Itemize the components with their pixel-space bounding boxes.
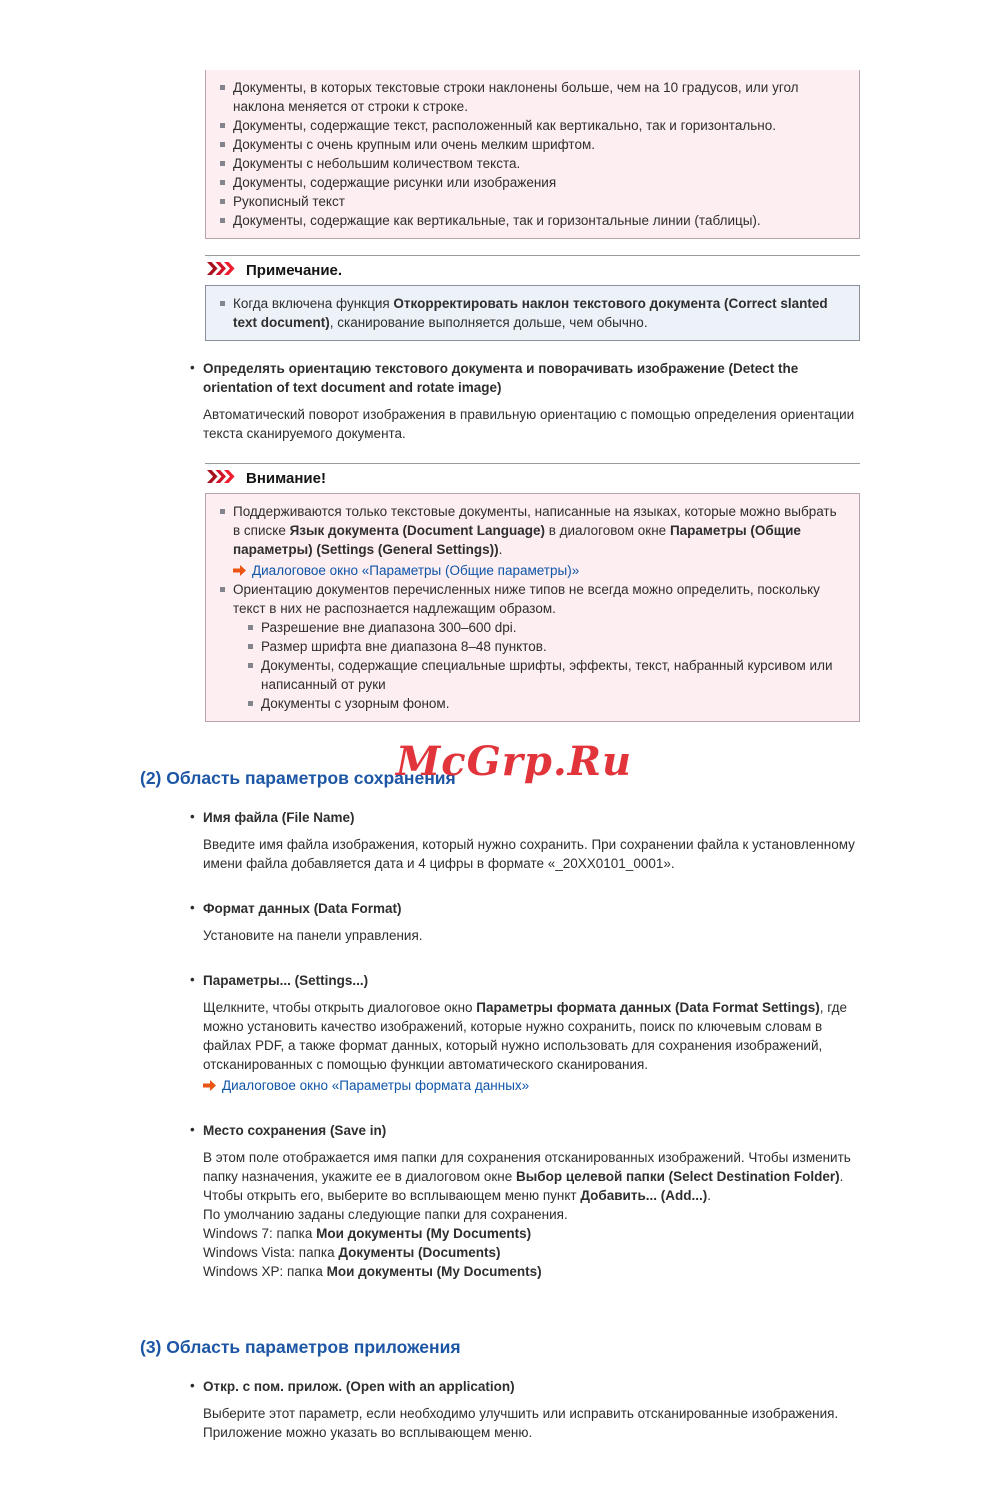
list-item [218,294,847,332]
body-text: Приложение можно указать во всплывающем меню. [203,1425,533,1440]
option-title: Параметры... (Settings...) [203,973,369,988]
link-arrow-icon [203,1080,216,1091]
square-bullet-icon [220,180,225,185]
square-bullet-icon [220,123,225,128]
list-item-text: Документы, содержащие рисунки или изображения [233,175,557,190]
square-bullet-icon [248,644,253,649]
square-bullet-icon [220,509,225,514]
list-item [218,580,847,618]
body-text: Автоматический поворот изображения в правильную ориентацию с помощью определения ориентации текста сканируемого документа. [203,407,855,441]
square-bullet-icon [220,301,225,306]
list-item [218,502,847,559]
list-item-text: Документы с очень крупным или очень мелким шрифтом. [233,137,596,152]
list-item [246,694,847,713]
square-bullet-icon [248,701,253,706]
dot-bullet-icon: • [190,972,195,987]
list-item [218,192,847,211]
important-section [205,463,860,722]
list-item-text: Рукописный текст [233,194,345,209]
important-box [205,493,860,722]
square-bullet-icon [220,218,225,223]
list-item [246,637,847,656]
note-heading-row [205,256,860,285]
note-chevrons-icon [207,261,237,280]
list-item [218,135,847,154]
body-text: Windows XP: папка Мои документы (My Documents) [203,1264,542,1279]
list-item-data-format [190,899,860,945]
square-bullet-icon [220,161,225,166]
option-title: Имя файла (File Name) [203,810,355,825]
square-bullet-icon [220,142,225,147]
list-item [218,173,847,192]
list-item [218,154,847,173]
list-item-text: Когда включена функция Откорректировать наклон текстового документа (Correct slanted text document), сканирование выполняется дольше, чем обычно. [233,296,828,330]
list-item-text: Поддерживаются только текстовые документы, написанные на языках, которые можно выбрать в списке Язык документа (Document Language) в диалоговом окне Параметры (Общие параметры) (Settings (General Settings)). [233,504,837,557]
list-item-save-in [190,1121,860,1281]
dot-bullet-icon: • [190,809,195,824]
list-item-text: Документы с небольшим количеством текста. [233,156,521,171]
link-row [203,1076,860,1095]
option-title: Место сохранения (Save in) [203,1123,387,1138]
square-bullet-icon [220,199,225,204]
list-item-file-name [190,808,860,873]
list-item [246,656,847,694]
body-text: Установите на панели управления. [203,928,423,943]
sub-list [246,618,847,713]
section2-heading: (2) Область параметров сохранения [140,768,456,788]
dot-bullet-icon: • [190,900,195,915]
square-bullet-icon [248,663,253,668]
list-item-text: Разрешение вне диапазона 300–600 dpi. [261,620,517,635]
list-item-text: Документы, содержащие специальные шрифты, эффекты, текст, набранный курсивом или написанный от руки [261,658,833,692]
list-item-text: Документы, содержащие текст, расположенный как вертикально, так и горизонтально. [233,118,776,133]
section3-heading: (3) Область параметров приложения [140,1337,461,1357]
list-item-settings [190,971,860,1095]
section3-heading-wrap [140,1335,860,1359]
dot-bullet-icon: • [190,360,195,375]
body-text: Выберите этот параметр, если необходимо улучшить или исправить отсканированные изображения. [203,1406,839,1421]
list-item [218,116,847,135]
option-title: Откр. с пом. прилож. (Open with an application) [203,1379,515,1394]
note-heading: Примечание. [246,262,343,279]
list-item-text: Ориентацию документов перечисленных ниже типов не всегда можно определить, поскольку текст в них не распознается надлежащим образом. [233,582,820,616]
list-item [218,78,847,116]
list-item-text: Документы с узорным фоном. [261,696,450,711]
section2-heading-wrap [140,738,860,790]
list-item-text: Документы, в которых текстовые строки наклонены больше, чем на 10 градусов, или угол наклона меняется от строки к строке. [233,80,799,114]
list-item-detect-orientation [190,359,860,443]
body-text: В этом поле отображается имя папки для сохранения отсканированных изображений. Чтобы изменить папку назначения, укажите ее в диалоговом окне Выбор целевой папки (Select Destination Folder). Чтобы открыть его, выберите во всплывающем меню пункт Добавить... (Add...). [203,1150,851,1203]
note-section [205,255,860,341]
important-box-continued [205,70,860,239]
link-row [233,561,847,580]
body-text: Введите имя файла изображения, который нужно сохранить. При сохранении файла к установленному имени файла добавляется дата и 4 цифры в формате «_20XX0101_0001». [203,837,855,871]
link-general-settings-dialog[interactable]: Диалоговое окно «Параметры (Общие параметры)» [252,563,580,578]
link-arrow-icon [233,565,246,576]
important-heading: Внимание! [246,470,326,487]
body-text: Щелкните, чтобы открыть диалоговое окно Параметры формата данных (Data Format Settings), где можно установить качество изображений, которые нужно сохранить, поиск по ключевым словам в файлах PDF, а также формат данных, который нужно использовать для сохранения изображений, отсканированных с помощью функции автоматического сканирования. [203,1000,848,1072]
option-title: Определять ориентацию текстового документа и поворачивать изображение (Detect the orientation of text document and rotate image) [203,361,799,395]
option-title: Формат данных (Data Format) [203,901,402,916]
dot-bullet-icon: • [190,1378,195,1393]
important-chevrons-icon [207,469,237,488]
list-item-text: Размер шрифта вне диапазона 8–48 пунктов. [261,639,547,654]
list-item [246,618,847,637]
list-item-text: Документы, содержащие как вертикальные, так и горизонтальные линии (таблицы). [233,213,761,228]
note-box [205,285,860,341]
dot-bullet-icon: • [190,1122,195,1137]
square-bullet-icon [220,85,225,90]
link-data-format-dialog[interactable]: Диалоговое окно «Параметры формата данных» [222,1078,530,1093]
watermark: McGrp.Ru [396,738,633,785]
body-text: По умолчанию заданы следующие папки для сохранения. [203,1207,568,1222]
list-item-open-with-app [190,1377,860,1442]
body-text: Windows 7: папка Мои документы (My Documents) [203,1226,532,1241]
square-bullet-icon [220,587,225,592]
square-bullet-icon [248,625,253,630]
important-heading-row [205,464,860,493]
body-text: Windows Vista: папка Документы (Documents) [203,1245,501,1260]
list-item [218,211,847,230]
